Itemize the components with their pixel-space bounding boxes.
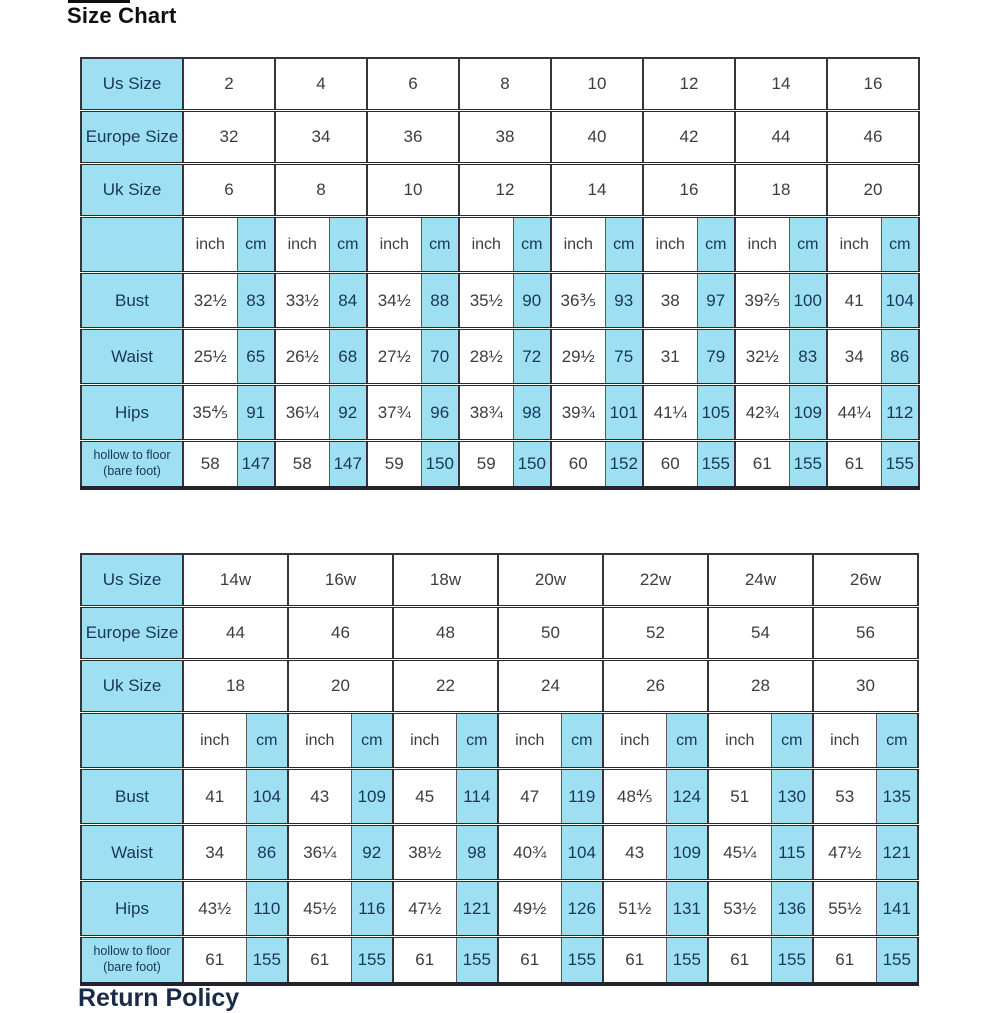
inch-value-cell: 40¾ xyxy=(498,825,561,881)
cm-value-cell: 83 xyxy=(789,329,827,385)
inch-value-cell: 31 xyxy=(643,329,697,385)
inch-value-cell: 61 xyxy=(708,937,771,985)
inch-value-cell: 53½ xyxy=(708,881,771,937)
unit-header-row xyxy=(81,217,919,273)
cm-value-cell: 90 xyxy=(513,273,551,329)
inch-value-cell: 41 xyxy=(183,769,246,825)
inch-value-cell: 35½ xyxy=(459,273,513,329)
size-value-cell: 14 xyxy=(551,164,643,217)
inch-value-cell: 49½ xyxy=(498,881,561,937)
row-label: Waist xyxy=(81,329,183,385)
cm-unit-cell: cm xyxy=(561,713,603,769)
inch-value-cell: 45¼ xyxy=(708,825,771,881)
cm-unit-cell: cm xyxy=(513,217,551,273)
size-value-cell: 50 xyxy=(498,607,603,660)
inch-value-cell: 60 xyxy=(643,441,697,489)
size-value-cell: 18 xyxy=(735,164,827,217)
cm-unit-cell: cm xyxy=(351,713,393,769)
inch-value-cell: 45 xyxy=(393,769,456,825)
inch-unit-cell: inch xyxy=(275,217,329,273)
cm-unit-cell: cm xyxy=(329,217,367,273)
inch-value-cell: 36⅗ xyxy=(551,273,605,329)
row-label: Waist xyxy=(81,825,183,881)
cm-value-cell: 112 xyxy=(881,385,919,441)
inch-unit-cell: inch xyxy=(551,217,605,273)
inch-value-cell: 26½ xyxy=(275,329,329,385)
cm-unit-cell: cm xyxy=(246,713,288,769)
inch-value-cell: 60 xyxy=(551,441,605,489)
inch-unit-cell: inch xyxy=(288,713,351,769)
row-label: Europe Size xyxy=(81,111,183,164)
size-value-cell: 34 xyxy=(275,111,367,164)
page-title: Size Chart xyxy=(67,3,177,28)
table-row xyxy=(81,881,918,937)
cm-value-cell: 110 xyxy=(246,881,288,937)
cm-value-cell: 101 xyxy=(605,385,643,441)
cm-value-cell: 70 xyxy=(421,329,459,385)
size-value-cell: 26 xyxy=(603,660,708,713)
size-value-cell: 42 xyxy=(643,111,735,164)
size-value-cell: 44 xyxy=(735,111,827,164)
cm-value-cell: 72 xyxy=(513,329,551,385)
size-value-cell: 6 xyxy=(183,164,275,217)
size-value-cell: 8 xyxy=(459,58,551,111)
inch-value-cell: 61 xyxy=(735,441,789,489)
inch-value-cell: 58 xyxy=(275,441,329,489)
size-value-cell: 28 xyxy=(708,660,813,713)
row-label-empty xyxy=(81,217,183,273)
inch-value-cell: 61 xyxy=(393,937,456,985)
cm-value-cell: 121 xyxy=(456,881,498,937)
cm-value-cell: 75 xyxy=(605,329,643,385)
inch-value-cell: 39⅖ xyxy=(735,273,789,329)
cm-value-cell: 98 xyxy=(513,385,551,441)
inch-unit-cell: inch xyxy=(459,217,513,273)
inch-value-cell: 32½ xyxy=(735,329,789,385)
inch-unit-cell: inch xyxy=(498,713,561,769)
size-value-cell: 12 xyxy=(459,164,551,217)
cm-value-cell: 114 xyxy=(456,769,498,825)
inch-value-cell: 34 xyxy=(827,329,881,385)
inch-value-cell: 41 xyxy=(827,273,881,329)
inch-value-cell: 33½ xyxy=(275,273,329,329)
size-value-cell: 32 xyxy=(183,111,275,164)
unit-header-row xyxy=(81,713,918,769)
table-row xyxy=(81,385,919,441)
cm-unit-cell: cm xyxy=(697,217,735,273)
size-value-cell: 24 xyxy=(498,660,603,713)
cm-value-cell: 86 xyxy=(881,329,919,385)
inch-value-cell: 39¾ xyxy=(551,385,605,441)
plus-sizes-table xyxy=(80,553,919,986)
cm-value-cell: 116 xyxy=(351,881,393,937)
table-row xyxy=(81,441,919,489)
cm-unit-cell: cm xyxy=(666,713,708,769)
row-label: Europe Size xyxy=(81,607,183,660)
inch-value-cell: 38¾ xyxy=(459,385,513,441)
size-value-cell: 20w xyxy=(498,554,603,607)
inch-unit-cell: inch xyxy=(603,713,666,769)
inch-unit-cell: inch xyxy=(183,217,237,273)
cm-value-cell: 83 xyxy=(237,273,275,329)
size-table-plus xyxy=(80,553,919,986)
inch-value-cell: 37¾ xyxy=(367,385,421,441)
cm-value-cell: 93 xyxy=(605,273,643,329)
table-row xyxy=(81,769,918,825)
inch-value-cell: 55½ xyxy=(813,881,876,937)
cm-value-cell: 65 xyxy=(237,329,275,385)
cm-unit-cell: cm xyxy=(237,217,275,273)
cm-value-cell: 121 xyxy=(876,825,918,881)
cm-value-cell: 68 xyxy=(329,329,367,385)
inch-value-cell: 43½ xyxy=(183,881,246,937)
size-value-cell: 44 xyxy=(183,607,288,660)
table-row xyxy=(81,273,919,329)
size-value-cell: 6 xyxy=(367,58,459,111)
cm-value-cell: 147 xyxy=(329,441,367,489)
cm-unit-cell: cm xyxy=(456,713,498,769)
size-value-cell: 54 xyxy=(708,607,813,660)
cm-unit-cell: cm xyxy=(421,217,459,273)
inch-value-cell: 59 xyxy=(367,441,421,489)
inch-value-cell: 36¼ xyxy=(288,825,351,881)
size-value-cell: 16 xyxy=(643,164,735,217)
inch-value-cell: 61 xyxy=(183,937,246,985)
row-label: Bust xyxy=(81,273,183,329)
cm-value-cell: 147 xyxy=(237,441,275,489)
size-value-cell: 16 xyxy=(827,58,919,111)
inch-value-cell: 44¼ xyxy=(827,385,881,441)
inch-value-cell: 51 xyxy=(708,769,771,825)
size-value-cell: 4 xyxy=(275,58,367,111)
inch-unit-cell: inch xyxy=(643,217,697,273)
table-row xyxy=(81,607,918,660)
inch-value-cell: 47½ xyxy=(393,881,456,937)
size-value-cell: 46 xyxy=(288,607,393,660)
cm-value-cell: 131 xyxy=(666,881,708,937)
cm-value-cell: 104 xyxy=(246,769,288,825)
table-row xyxy=(81,937,918,985)
cm-value-cell: 100 xyxy=(789,273,827,329)
bottom-cutoff-heading: Return Policy xyxy=(78,984,240,1012)
cm-unit-cell: cm xyxy=(789,217,827,273)
inch-value-cell: 61 xyxy=(288,937,351,985)
size-value-cell: 24w xyxy=(708,554,813,607)
table-row xyxy=(81,164,919,217)
size-value-cell: 10 xyxy=(551,58,643,111)
cm-value-cell: 124 xyxy=(666,769,708,825)
inch-unit-cell: inch xyxy=(183,713,246,769)
cm-value-cell: 130 xyxy=(771,769,813,825)
size-value-cell: 16w xyxy=(288,554,393,607)
inch-value-cell: 45½ xyxy=(288,881,351,937)
size-value-cell: 22 xyxy=(393,660,498,713)
inch-value-cell: 36¼ xyxy=(275,385,329,441)
cm-value-cell: 152 xyxy=(605,441,643,489)
inch-value-cell: 53 xyxy=(813,769,876,825)
row-label: Uk Size xyxy=(81,164,183,217)
inch-value-cell: 43 xyxy=(288,769,351,825)
cm-value-cell: 109 xyxy=(351,769,393,825)
size-table-regular xyxy=(80,57,920,490)
inch-unit-cell: inch xyxy=(393,713,456,769)
inch-value-cell: 32½ xyxy=(183,273,237,329)
inch-value-cell: 43 xyxy=(603,825,666,881)
inch-value-cell: 59 xyxy=(459,441,513,489)
table-row xyxy=(81,825,918,881)
cm-value-cell: 155 xyxy=(771,937,813,985)
cm-value-cell: 136 xyxy=(771,881,813,937)
size-value-cell: 10 xyxy=(367,164,459,217)
cm-value-cell: 155 xyxy=(789,441,827,489)
cm-value-cell: 135 xyxy=(876,769,918,825)
cm-value-cell: 97 xyxy=(697,273,735,329)
inch-value-cell: 61 xyxy=(813,937,876,985)
inch-unit-cell: inch xyxy=(827,217,881,273)
inch-value-cell: 61 xyxy=(498,937,561,985)
cm-value-cell: 98 xyxy=(456,825,498,881)
row-label-empty xyxy=(81,713,183,769)
cm-value-cell: 155 xyxy=(876,937,918,985)
inch-value-cell: 28½ xyxy=(459,329,513,385)
size-value-cell: 14w xyxy=(183,554,288,607)
inch-value-cell: 38½ xyxy=(393,825,456,881)
inch-value-cell: 25½ xyxy=(183,329,237,385)
row-label: Us Size xyxy=(81,554,183,607)
cm-value-cell: 141 xyxy=(876,881,918,937)
row-label: Bust xyxy=(81,769,183,825)
size-value-cell: 46 xyxy=(827,111,919,164)
size-value-cell: 26w xyxy=(813,554,918,607)
size-value-cell: 2 xyxy=(183,58,275,111)
inch-value-cell: 34½ xyxy=(367,273,421,329)
inch-value-cell: 35⅘ xyxy=(183,385,237,441)
inch-value-cell: 47½ xyxy=(813,825,876,881)
size-value-cell: 40 xyxy=(551,111,643,164)
inch-unit-cell: inch xyxy=(367,217,421,273)
cm-unit-cell: cm xyxy=(771,713,813,769)
table-row xyxy=(81,329,919,385)
cm-value-cell: 109 xyxy=(666,825,708,881)
table-row xyxy=(81,554,918,607)
cm-value-cell: 155 xyxy=(456,937,498,985)
cm-value-cell: 155 xyxy=(561,937,603,985)
cm-value-cell: 150 xyxy=(513,441,551,489)
cm-value-cell: 88 xyxy=(421,273,459,329)
inch-value-cell: 41¼ xyxy=(643,385,697,441)
row-label: Hips xyxy=(81,385,183,441)
table-row xyxy=(81,660,918,713)
size-value-cell: 12 xyxy=(643,58,735,111)
size-value-cell: 56 xyxy=(813,607,918,660)
inch-value-cell: 34 xyxy=(183,825,246,881)
cm-value-cell: 92 xyxy=(351,825,393,881)
cm-value-cell: 104 xyxy=(561,825,603,881)
size-value-cell: 8 xyxy=(275,164,367,217)
inch-value-cell: 61 xyxy=(827,441,881,489)
size-value-cell: 36 xyxy=(367,111,459,164)
size-value-cell: 22w xyxy=(603,554,708,607)
cm-value-cell: 92 xyxy=(329,385,367,441)
cm-value-cell: 91 xyxy=(237,385,275,441)
inch-value-cell: 38 xyxy=(643,273,697,329)
size-value-cell: 48 xyxy=(393,607,498,660)
row-label: Hips xyxy=(81,881,183,937)
row-label: hollow to floor (bare foot) xyxy=(81,937,183,985)
cm-unit-cell: cm xyxy=(605,217,643,273)
row-label: Us Size xyxy=(81,58,183,111)
inch-value-cell: 48⅘ xyxy=(603,769,666,825)
inch-unit-cell: inch xyxy=(708,713,771,769)
inch-unit-cell: inch xyxy=(813,713,876,769)
cm-value-cell: 155 xyxy=(351,937,393,985)
size-value-cell: 20 xyxy=(827,164,919,217)
inch-value-cell: 47 xyxy=(498,769,561,825)
size-value-cell: 30 xyxy=(813,660,918,713)
cm-value-cell: 105 xyxy=(697,385,735,441)
cm-value-cell: 150 xyxy=(421,441,459,489)
size-value-cell: 38 xyxy=(459,111,551,164)
cm-value-cell: 155 xyxy=(881,441,919,489)
inch-value-cell: 29½ xyxy=(551,329,605,385)
inch-value-cell: 61 xyxy=(603,937,666,985)
inch-unit-cell: inch xyxy=(735,217,789,273)
cm-value-cell: 155 xyxy=(697,441,735,489)
cm-value-cell: 79 xyxy=(697,329,735,385)
cm-value-cell: 96 xyxy=(421,385,459,441)
cm-value-cell: 84 xyxy=(329,273,367,329)
regular-sizes-table xyxy=(80,57,920,490)
size-value-cell: 18w xyxy=(393,554,498,607)
inch-value-cell: 58 xyxy=(183,441,237,489)
inch-value-cell: 27½ xyxy=(367,329,421,385)
cm-value-cell: 119 xyxy=(561,769,603,825)
cm-value-cell: 86 xyxy=(246,825,288,881)
table-row xyxy=(81,58,919,111)
size-value-cell: 52 xyxy=(603,607,708,660)
cm-value-cell: 104 xyxy=(881,273,919,329)
cm-unit-cell: cm xyxy=(876,713,918,769)
size-value-cell: 18 xyxy=(183,660,288,713)
cm-unit-cell: cm xyxy=(881,217,919,273)
row-label: Uk Size xyxy=(81,660,183,713)
cm-value-cell: 155 xyxy=(666,937,708,985)
size-value-cell: 20 xyxy=(288,660,393,713)
cm-value-cell: 115 xyxy=(771,825,813,881)
cm-value-cell: 109 xyxy=(789,385,827,441)
inch-value-cell: 42¾ xyxy=(735,385,789,441)
cm-value-cell: 126 xyxy=(561,881,603,937)
size-value-cell: 14 xyxy=(735,58,827,111)
cm-value-cell: 155 xyxy=(246,937,288,985)
table-row xyxy=(81,111,919,164)
row-label: hollow to floor (bare foot) xyxy=(81,441,183,489)
inch-value-cell: 51½ xyxy=(603,881,666,937)
